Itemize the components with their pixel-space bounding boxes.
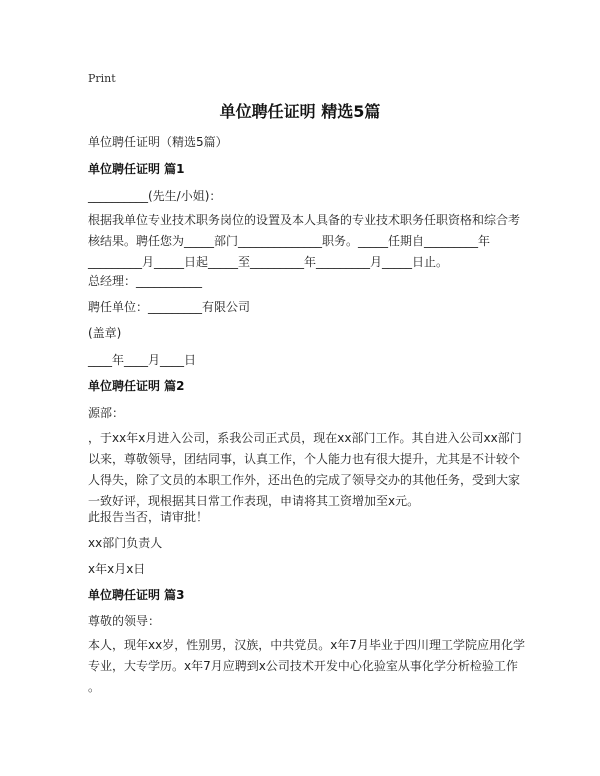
section2-date: x年x月x日 [88, 562, 146, 576]
document-subtitle: 单位聘任证明（精选5篇） [88, 135, 228, 149]
section3-body [88, 635, 528, 698]
section1-employer: 聘任单位：_________有限公司 [88, 300, 251, 314]
section3-heading: 单位聘任证明 篇3 [88, 588, 185, 602]
section2-body-line: 一致好评，现根据其日常工作表现，申请将其工资增加至x元。 [88, 494, 420, 508]
section1-seal: (盖章) [88, 326, 122, 340]
section2-salutation: 源部： [88, 406, 125, 420]
section3-salutation: 尊敬的领导： [88, 614, 161, 628]
section3-body-line: 。 [88, 680, 101, 694]
section2-signer: xx部门负责人 [88, 536, 163, 550]
document-title: 单位聘任证明 精选5篇 [219, 102, 381, 121]
section3-body-line: 本人，现年xx岁，性别男，汉族，中共党员。x年7月毕业于四川理工学院应用化学 [88, 638, 525, 652]
print-link[interactable]: Print [88, 72, 116, 85]
section1-heading: 单位聘任证明 篇1 [88, 162, 185, 176]
section1-body-line: _________月_____日起_____至_________年_________月_____日止。 [88, 255, 449, 269]
section1-body-line: 核结果。聘任您为_____部门______________职务。_____任期自_________年 [88, 234, 491, 248]
section2-heading: 单位聘任证明 篇2 [88, 379, 185, 393]
section2-body-line: ，于xx年x月进入公司，系我公司正式员，现在xx部门工作。其自进入公司xx部门 [88, 431, 522, 445]
section2-body-line: 人得失，除了文员的本职工作外，还出色的完成了领导交办的其他任务，受到大家 [88, 473, 521, 487]
section2-closing: 此报告当否，请审批！ [88, 510, 209, 524]
section2-body-line: 以来，尊敬领导，团结同事，认真工作，个人能力也有很大提升，尤其是不计较个 [88, 452, 521, 466]
section1-body-line: 根据我单位专业技术职务岗位的设置及本人具备的专业技术职务任职资格和综合考 [88, 213, 521, 227]
section1-manager: 总经理：___________ [88, 274, 203, 288]
section1-body [88, 210, 528, 273]
section3-body-line: 专业，大专学历。x年7月应聘到x公司技术开发中心化验室从事化学分析检验工作 [88, 659, 518, 673]
section1-salutation: __________(先生/小姐)： [88, 189, 222, 203]
section1-date: ____年____月____日 [88, 353, 197, 367]
section2-body [88, 428, 528, 512]
